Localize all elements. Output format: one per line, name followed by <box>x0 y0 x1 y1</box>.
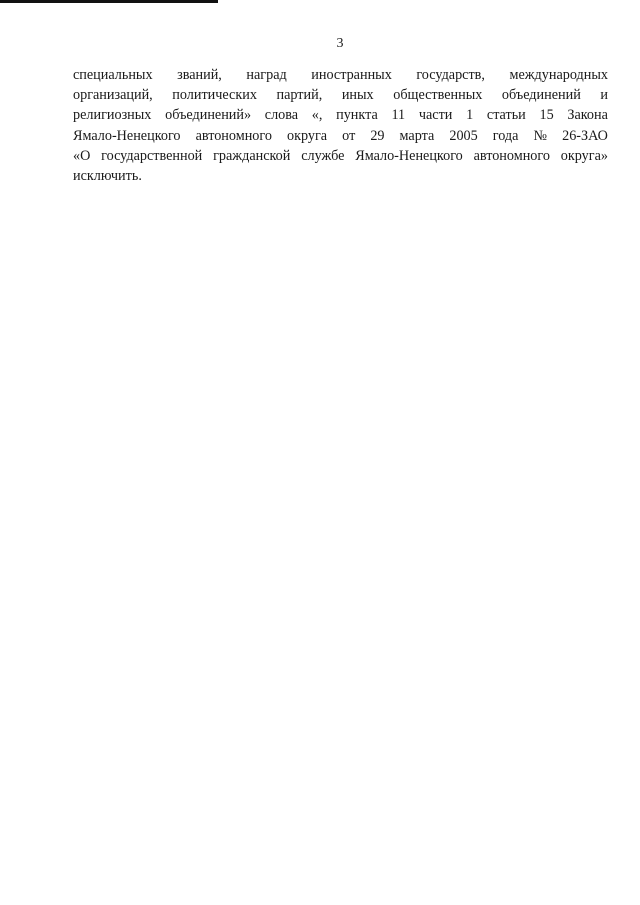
word: № <box>533 127 548 144</box>
word: автономного <box>473 147 550 164</box>
word: округа» <box>560 147 608 164</box>
word: службе <box>301 147 345 164</box>
top-margin-rule <box>0 0 218 3</box>
text-line-1 <box>73 65 608 85</box>
word: пункта <box>336 107 378 124</box>
word: 1 <box>466 107 474 124</box>
word: от <box>342 127 356 144</box>
word: «, <box>311 107 323 124</box>
word: исключить. <box>73 167 142 184</box>
word: партий, <box>276 87 323 104</box>
word: международных <box>509 67 608 83</box>
word: 11 <box>391 107 406 124</box>
word: «О <box>73 147 91 164</box>
word: званий, <box>177 67 222 83</box>
word: государственной <box>101 147 203 164</box>
word: общественных <box>393 87 483 104</box>
word: политических <box>172 87 257 104</box>
word: автономного <box>195 127 272 144</box>
word: специальных <box>73 67 153 83</box>
word: и <box>600 87 608 104</box>
word: организаций, <box>73 87 153 104</box>
word: объединений» <box>165 107 252 124</box>
text-line-6 <box>73 166 608 186</box>
text-line-2 <box>73 85 608 105</box>
text-line-4 <box>73 126 608 146</box>
word: слова <box>264 107 299 124</box>
word: гражданской <box>213 147 291 164</box>
word: 26-ЗАО <box>562 127 608 144</box>
document-body-paragraph <box>73 65 608 186</box>
word: иных <box>341 87 374 104</box>
page-number: 3 <box>336 36 344 51</box>
word: Ямало-Ненецкого <box>73 127 181 144</box>
word: года <box>492 127 519 144</box>
word: Ямало-Ненецкого <box>355 147 463 164</box>
word: 2005 <box>449 127 478 144</box>
text-line-3 <box>73 105 608 125</box>
word: религиозных <box>73 107 152 124</box>
text-line-5 <box>73 146 608 166</box>
word: государств, <box>416 67 485 83</box>
word: иностранных <box>311 67 392 83</box>
word: Закона <box>567 107 608 124</box>
word: наград <box>246 67 287 83</box>
word: 15 <box>539 107 554 124</box>
word: марта <box>399 127 435 144</box>
word: статьи <box>486 107 526 124</box>
word: округа <box>287 127 328 144</box>
word: части <box>418 107 453 124</box>
word: 29 <box>370 127 385 144</box>
word: объединений <box>501 87 581 104</box>
